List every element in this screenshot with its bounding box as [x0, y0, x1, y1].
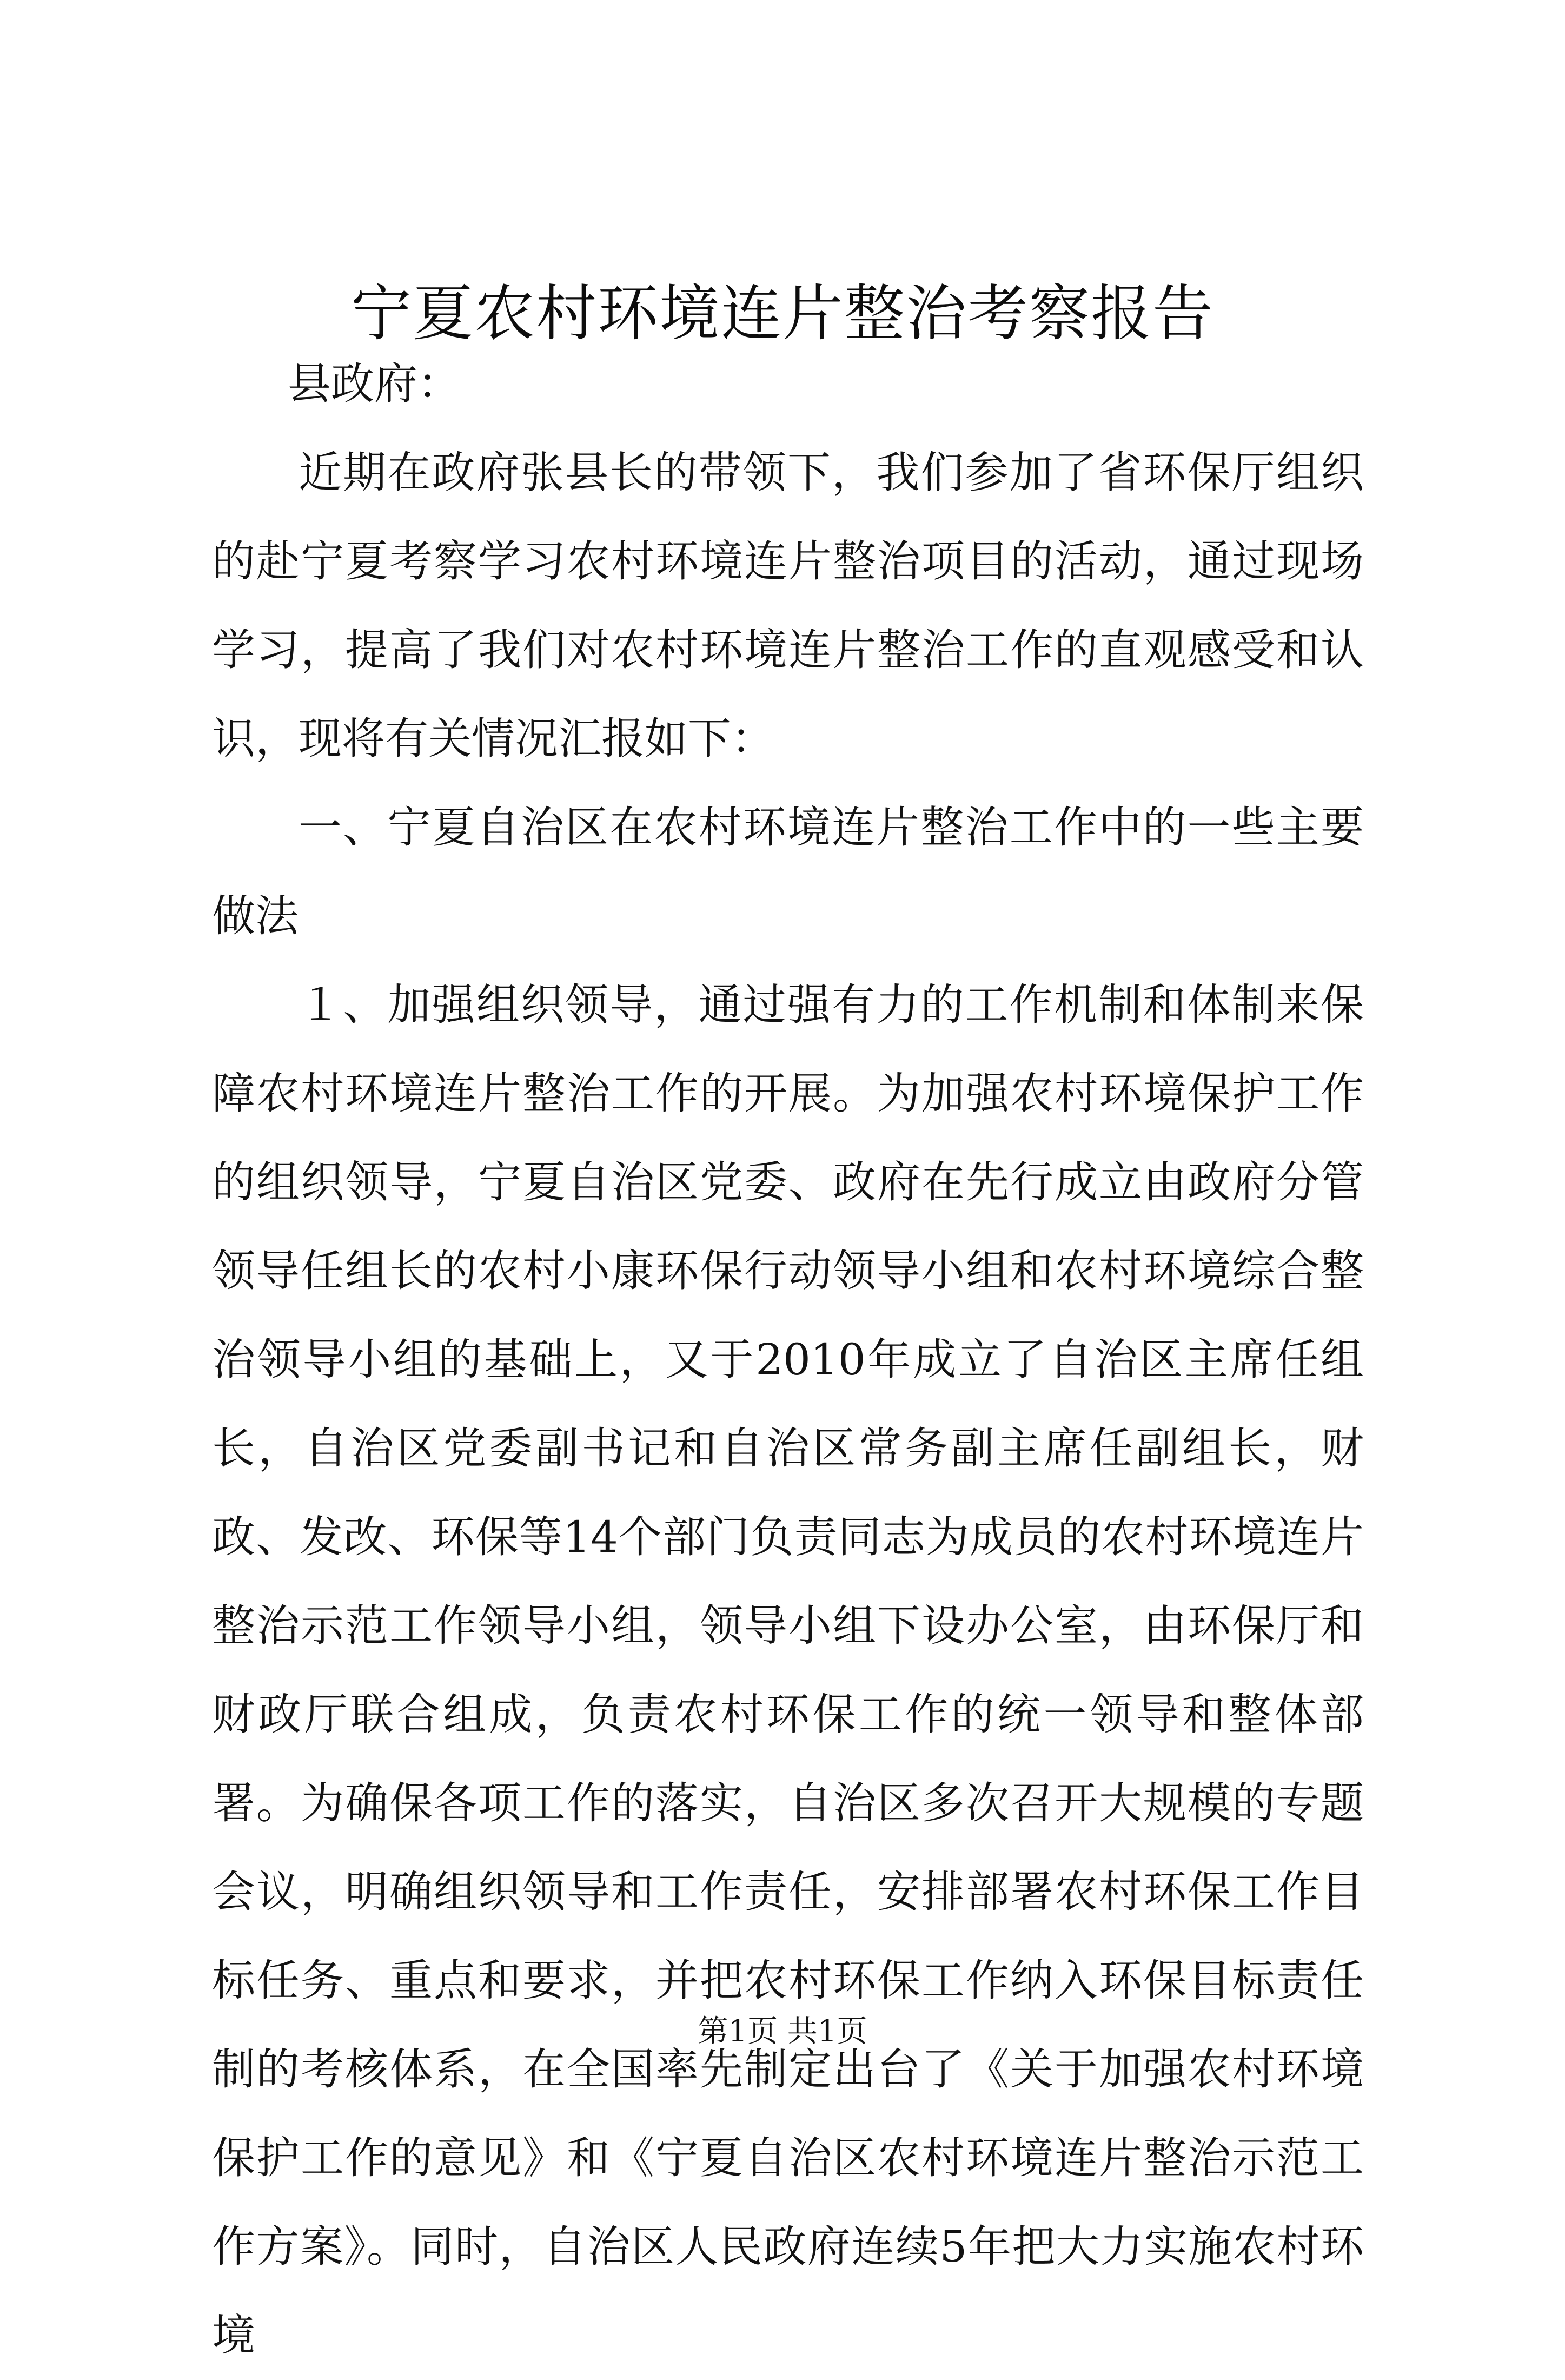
document-title: 宁夏农村环境连片整治考察报告 — [351, 279, 1214, 349]
document-body — [212, 340, 1364, 2380]
paragraph-item-1: １、加强组织领导，通过强有力的工作机制和体制来保障农村环境连片整治工作的开展。为加强农村环境保护工作的组织领导，宁夏自治区党委、政府在先行成立由政府分管领导任组长的农村小康环保行动领导小组和农村环境综合整治领导小组的基础上，又于2010年成立了自治区主席任组长，自治区党委副书记和自治区常务副主席任副组长，财政、发改、环保等14个部门负责同志为成员的农村环境连片整治示范工作领导小组，领导小组下设办公室，由环保厅和财政厅联合组成，负责农村环保工作的统一领导和整体部署。为确保各项工作的落实，自治区多次召开大规模的专题会议，明确组织领导和工作责任，安排部署农村环保工作目标任务、重点和要求，并把农村环保工作纳入环保目标责任制的考核体系，在全国率先制定出台了《关于加强农村环境保护工作的意见》和《宁夏自治区农村环境连片整治示范工作方案》。同时，自治区人民政府连续5年把大力实施农村环境 — [212, 980, 1364, 2361]
paragraph-intro: 近期在政府张县长的带领下，我们参加了省环保厅组织的赴宁夏考察学习农村环境连片整治项目的活动，通过现场学习，提高了我们对农村环境连片整治工作的直观感受和认识，现将有关情况汇报如下： — [212, 447, 1364, 764]
page-footer: 第1页 共1页 — [698, 2014, 867, 2049]
salutation: 县政府： — [288, 359, 461, 409]
section-heading: 一、宁夏自治区在农村环境连片整治工作中的一些主要做法 — [212, 802, 1364, 941]
